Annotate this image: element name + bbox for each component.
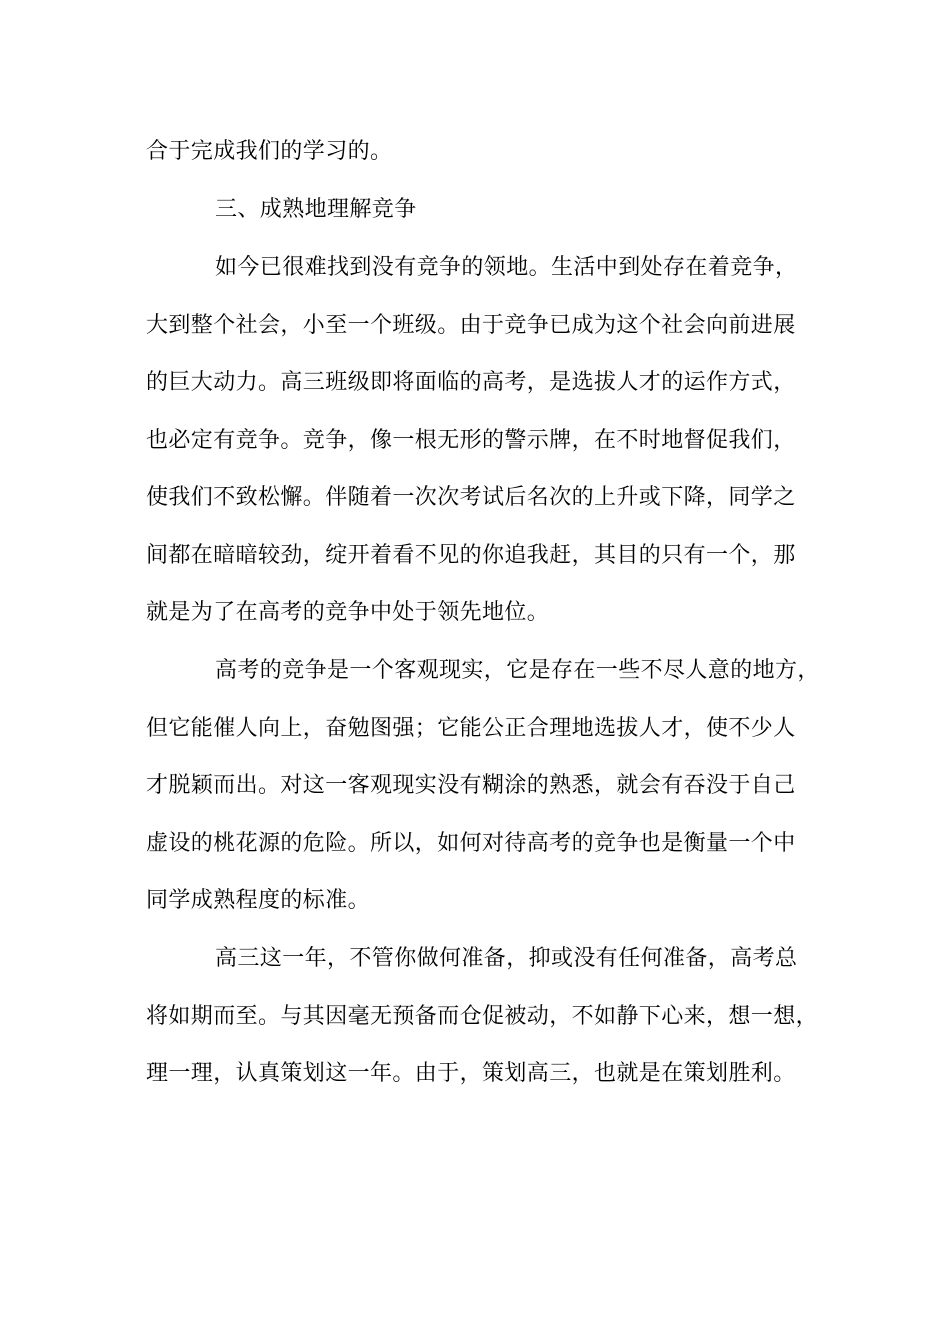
paragraph-line: 高三这一年，不管你做何准备，抑或没有任何准备，高考总 (215, 946, 798, 971)
paragraph-line: 但它能催人向上，奋勉图强；它能公正合理地选拔人才，使不少人 (146, 716, 796, 741)
paragraph-line: 也必定有竞争。竞争，像一根无形的警示牌，在不时地督促我们， (146, 428, 796, 453)
paragraph-line: 如今已很难找到没有竞争的领地。生活中到处存在着竞争， (215, 255, 798, 280)
paragraph-line: 的巨大动力。高三班级即将面临的高考，是选拔人才的运作方式， (146, 370, 796, 395)
paragraph-line: 才脱颖而出。对这一客观现实没有糊涂的熟悉，就会有吞没于自己 (146, 773, 796, 798)
paragraph-line: 间都在暗暗较劲，绽开着看不见的你追我赶，其目的只有一个，那 (146, 543, 796, 568)
paragraph-line: 就是为了在高考的竞争中处于领先地位。 (146, 600, 550, 625)
paragraph-continuation-line: 合于完成我们的学习的。 (146, 139, 393, 164)
paragraph-line: 虚设的桃花源的危险。所以，如何对待高考的竞争也是衡量一个中 (146, 831, 796, 856)
paragraph-line: 理一理，认真策划这一年。由于，策划高三，也就是在策划胜利。 (146, 1061, 796, 1086)
paragraph-line: 大到整个社会，小至一个班级。由于竞争已成为这个社会向前进展 (146, 313, 796, 338)
paragraph-line: 将如期而至。与其因毫无预备而仓促被动，不如静下心来，想一想， (146, 1004, 819, 1029)
section-heading: 三、成熟地理解竞争 (215, 197, 417, 222)
paragraph-line: 使我们不致松懈。伴随着一次次考试后名次的上升或下降，同学之 (146, 485, 796, 510)
paragraph-line: 高考的竞争是一个客观现实，它是存在一些不尽人意的地方， (215, 658, 820, 683)
paragraph-line: 同学成熟程度的标准。 (146, 888, 371, 913)
